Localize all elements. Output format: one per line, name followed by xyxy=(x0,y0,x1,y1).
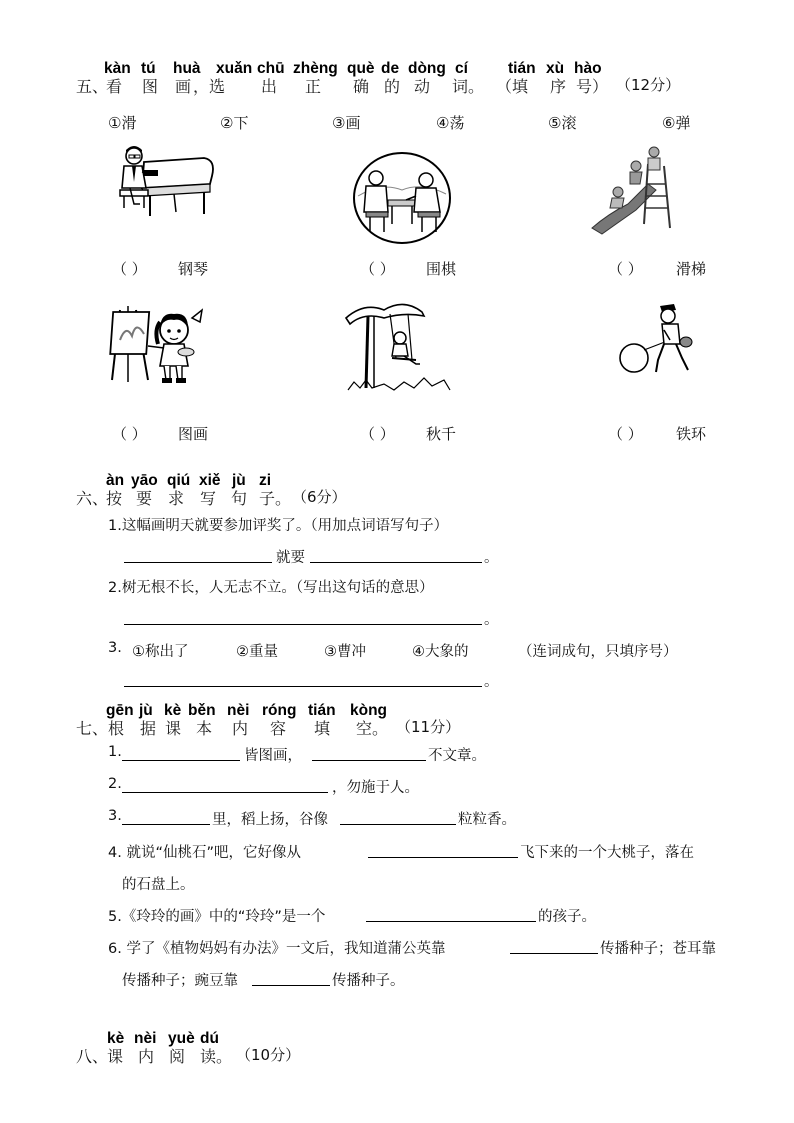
pinyin: zhèng xyxy=(293,60,338,77)
hanzi: 据 xyxy=(140,719,157,738)
label-go: 围棋 xyxy=(426,260,457,278)
section-7-number: 七、 xyxy=(76,719,109,738)
swing-child-icon xyxy=(344,298,454,394)
s6-q3-word-3: ③曹冲 xyxy=(324,644,366,660)
s6-q3-word-2: ②重量 xyxy=(236,644,278,660)
pinyin: kòng xyxy=(350,702,388,719)
hanzi: 求 xyxy=(168,489,185,508)
option-1: ①滑 xyxy=(108,114,137,132)
pinyin: jù xyxy=(139,702,153,719)
s6-question-1: 1.这幅画明天就要参加评奖了。（用加点词语写句子） xyxy=(108,518,449,534)
section-8-score: （10分） xyxy=(236,1046,301,1064)
pinyin: tián xyxy=(508,60,536,77)
pinyin: àn xyxy=(106,472,125,489)
pinyin: tú xyxy=(141,60,156,77)
section-5-heading xyxy=(76,60,716,106)
hanzi: （填 xyxy=(496,77,529,96)
s7-q3-middle: 里，稻上扬，谷像 xyxy=(212,812,328,828)
s7-q4-text-b: 飞下来的一个大桃子，落在 xyxy=(520,845,694,861)
hanzi: 内 xyxy=(138,1047,155,1066)
hanzi: 图 xyxy=(142,77,159,96)
pinyin: dòng xyxy=(408,60,446,77)
pinyin: xiě xyxy=(199,472,221,489)
hanzi: 正 xyxy=(305,77,322,96)
s7-q4-blank[interactable] xyxy=(368,857,518,858)
section-6-number: 六、 xyxy=(76,489,109,508)
hanzi: 动 xyxy=(414,77,431,96)
hanzi: 读。 xyxy=(200,1047,233,1066)
label-painting: 图画 xyxy=(178,425,209,443)
s7-q2-end: ，勿施于人。 xyxy=(332,780,419,796)
s7-q6-blank-b[interactable] xyxy=(252,985,330,986)
pinyin: xù xyxy=(546,60,565,77)
section-6-heading xyxy=(76,472,436,518)
slide-children-icon xyxy=(588,144,680,236)
hanzi: 句 xyxy=(231,489,248,508)
hanzi: 阅 xyxy=(169,1047,186,1066)
pinyin: xuǎn xyxy=(216,60,253,77)
s7-q1-blank-b[interactable] xyxy=(312,760,426,761)
s7-q1-blank-a[interactable] xyxy=(122,760,240,761)
s6-q1-blank-a[interactable] xyxy=(124,562,272,563)
piano-player-icon xyxy=(112,142,217,218)
label-slide: 滑梯 xyxy=(676,260,707,278)
s7-q3-number: 3. xyxy=(108,808,122,824)
hanzi: 要 xyxy=(136,489,153,508)
pinyin: què xyxy=(347,60,375,77)
pinyin: hào xyxy=(574,60,602,77)
blank-go[interactable]: （ ） xyxy=(360,260,395,278)
hanzi: 看 xyxy=(106,77,123,96)
s7-q3-blank-a[interactable] xyxy=(122,824,210,825)
blank-piano[interactable]: （ ） xyxy=(112,260,147,278)
label-piano: 钢琴 xyxy=(178,260,209,278)
hanzi: ，选 xyxy=(193,77,226,96)
hanzi: 序 xyxy=(550,77,567,96)
s7-q6-text-d: 传播种子。 xyxy=(332,973,405,989)
hanzi: 出 xyxy=(261,77,278,96)
go-players-icon xyxy=(352,152,452,244)
s6-q3-note: （连词成句，只填序号） xyxy=(518,644,678,660)
option-2: ②下 xyxy=(220,114,249,132)
pinyin: jù xyxy=(232,472,246,489)
blank-hoop[interactable]: （ ） xyxy=(608,425,643,443)
s6-question-3-number: 3. xyxy=(108,640,122,656)
girl-painting-icon xyxy=(108,300,206,386)
pinyin: kè xyxy=(107,1030,125,1047)
hanzi: 本 xyxy=(196,719,213,738)
s7-q5-blank[interactable] xyxy=(366,921,536,922)
hanzi: 画 xyxy=(175,77,192,96)
s7-q6-text-c: 传播种子；豌豆靠 xyxy=(122,973,238,989)
section-8-heading xyxy=(76,1030,376,1076)
section-5-number: 五、 xyxy=(76,77,109,96)
option-5: ⑤滚 xyxy=(548,114,577,132)
s6-question-2: 2.树无根不长，人无志不立。（写出这句话的意思） xyxy=(108,580,434,596)
s6-q2-blank[interactable] xyxy=(124,624,482,625)
pinyin: huà xyxy=(173,60,201,77)
s6-q1-middle: 就要 xyxy=(276,550,305,566)
s6-q3-word-4: ④大象的 xyxy=(412,644,469,660)
s6-q3-word-1: ①称出了 xyxy=(132,644,189,660)
pinyin: róng xyxy=(262,702,297,719)
pinyin: yāo xyxy=(131,472,158,489)
boy-hoop-icon xyxy=(612,300,694,380)
section-8-number: 八、 xyxy=(76,1047,109,1066)
hanzi: 按 xyxy=(106,489,123,508)
hanzi: 填 xyxy=(314,719,331,738)
s7-q2-number: 2. xyxy=(108,776,122,792)
pinyin: kàn xyxy=(104,60,131,77)
s7-q1-middle: 皆图画， xyxy=(244,748,302,764)
pinyin: chū xyxy=(257,60,285,77)
s6-q3-end: 。 xyxy=(484,674,499,690)
hanzi: 容 xyxy=(270,719,287,738)
s7-q5-text-a: 5.《玲玲的画》中的“玲玲”是一个 xyxy=(108,909,326,925)
hanzi: 内 xyxy=(232,719,249,738)
pinyin: nèi xyxy=(134,1030,157,1047)
hanzi: 号） xyxy=(576,77,609,96)
s6-q2-end: 。 xyxy=(484,612,499,628)
hanzi: 确 xyxy=(353,77,370,96)
pinyin: nèi xyxy=(227,702,250,719)
section-5-score: （12分） xyxy=(616,76,681,94)
pinyin: dú xyxy=(200,1030,219,1047)
s7-q3-blank-b[interactable] xyxy=(340,824,456,825)
pinyin: de xyxy=(381,60,400,77)
pinyin: gēn xyxy=(106,702,134,719)
blank-painting[interactable]: （ ） xyxy=(112,425,147,443)
s6-q1-blank-b[interactable] xyxy=(310,562,482,563)
pinyin: běn xyxy=(188,702,216,719)
pinyin: kè xyxy=(164,702,182,719)
verb-options xyxy=(0,112,794,132)
s7-q4-text-a: 4. 就说“仙桃石”吧，它好像从 xyxy=(108,845,301,861)
s6-q1-end: 。 xyxy=(484,550,499,566)
hanzi: 空。 xyxy=(356,719,389,738)
hanzi: 词。 xyxy=(452,77,485,96)
option-3: ③画 xyxy=(332,114,361,132)
s7-q4-text-c: 的石盘上。 xyxy=(122,877,195,893)
s7-q6-blank-a[interactable] xyxy=(510,953,598,954)
blank-swing[interactable]: （ ） xyxy=(360,425,395,443)
section-6-score: （6分） xyxy=(292,488,347,506)
hanzi: 课 xyxy=(107,1047,124,1066)
option-4: ④荡 xyxy=(436,114,465,132)
hanzi: 根 xyxy=(108,719,125,738)
s6-q3-blank[interactable] xyxy=(124,686,482,687)
pinyin: qiú xyxy=(167,472,191,489)
hanzi: 写 xyxy=(200,489,217,508)
section-7-heading xyxy=(76,702,496,748)
pinyin: yuè xyxy=(168,1030,195,1047)
label-swing: 秋千 xyxy=(426,425,457,443)
label-hoop: 铁环 xyxy=(676,425,707,443)
pinyin: tián xyxy=(308,702,336,719)
pinyin: cí xyxy=(455,60,468,77)
s7-q3-end: 粒粒香。 xyxy=(458,812,516,828)
blank-slide[interactable]: （ ） xyxy=(608,260,643,278)
s7-q5-text-b: 的孩子。 xyxy=(538,909,596,925)
option-6: ⑥弹 xyxy=(662,114,691,132)
hanzi: 课 xyxy=(165,719,182,738)
s7-q1-number: 1. xyxy=(108,744,122,760)
s7-q6-text-a: 6. 学了《植物妈妈有办法》一文后，我知道蒲公英靠 xyxy=(108,941,446,957)
pinyin: zi xyxy=(259,472,272,489)
s7-q1-end: 不文章。 xyxy=(428,748,486,764)
s7-q2-blank[interactable] xyxy=(122,792,328,793)
s7-q6-text-b: 传播种子；苍耳靠 xyxy=(600,941,716,957)
section-7-score: （11分） xyxy=(396,718,461,736)
hanzi: 的 xyxy=(384,77,401,96)
hanzi: 子。 xyxy=(259,489,292,508)
